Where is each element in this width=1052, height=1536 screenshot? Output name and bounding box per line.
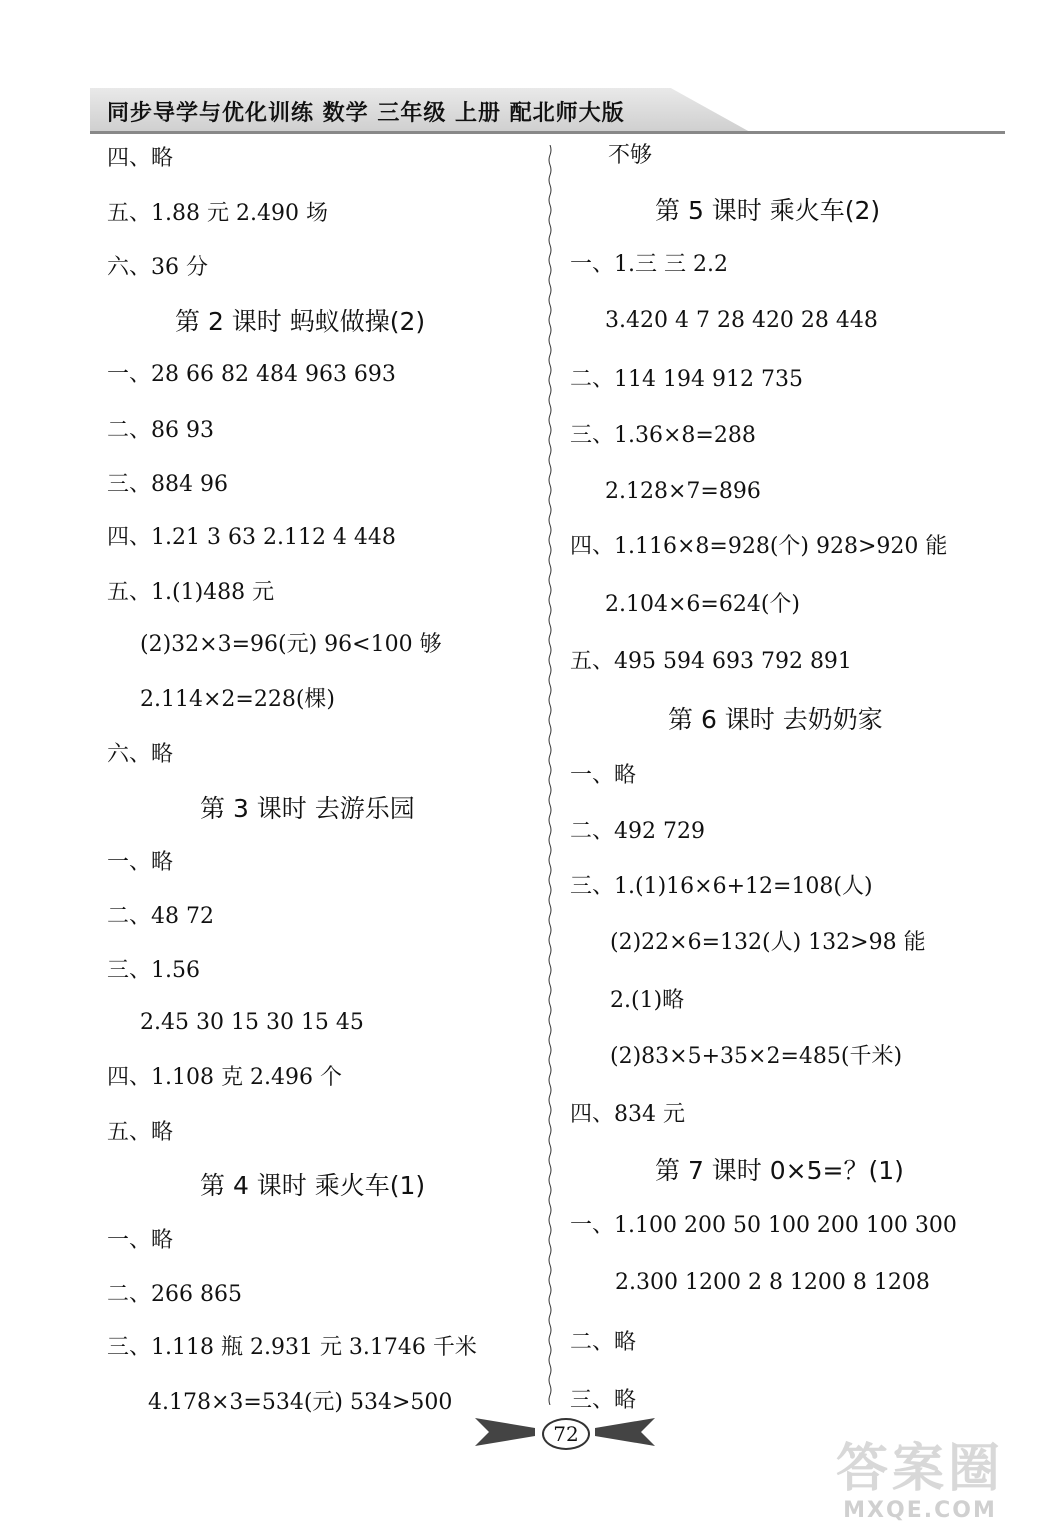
answer-line: 五、495 594 693 792 891 — [570, 649, 852, 674]
answer-line: 六、略 — [107, 742, 174, 767]
answer-line: 三、1.56 — [107, 958, 200, 983]
answer-line: 三、884 96 — [107, 472, 228, 497]
answer-line: 五、略 — [107, 1120, 174, 1145]
answer-line: 2.300 1200 2 8 1200 8 1208 — [615, 1270, 930, 1295]
watermark-logo: 答案圈 — [835, 1439, 1004, 1499]
answer-line: 三、1.36×8=288 — [570, 423, 756, 448]
section-heading: 第 3 课时 去游乐园 — [200, 794, 415, 823]
answer-line: 五、1.88 元 2.490 场 — [107, 201, 328, 226]
answer-line: 不够 — [608, 143, 653, 168]
answer-line: 二、492 729 — [570, 819, 705, 844]
section-heading: 第 7 课时 0×5=？(1) — [655, 1156, 904, 1185]
answer-line: 二、48 72 — [107, 904, 214, 929]
answer-line: 三、1.118 瓶 2.931 元 3.1746 千米 — [107, 1335, 477, 1360]
answer-line: 六、36 分 — [107, 255, 208, 280]
answer-line: 2.128×7=896 — [605, 479, 761, 504]
header-title: 同步导学与优化训练 数学 三年级 上册 配北师大版 — [107, 101, 625, 126]
answer-line: 一、1.100 200 50 100 200 100 300 — [570, 1213, 957, 1238]
section-heading: 第 2 课时 蚂蚁做操(2) — [175, 307, 426, 336]
answer-line: (2)32×3=96(元) 96<100 够 — [140, 632, 442, 657]
section-heading: 第 4 课时 乘火车(1) — [200, 1171, 426, 1200]
answer-line: 四、略 — [107, 146, 174, 171]
section-heading: 第 6 课时 去奶奶家 — [668, 705, 883, 734]
answer-line: 2.104×6=624(个) — [605, 592, 801, 617]
answer-line: 四、1.108 克 2.496 个 — [107, 1065, 342, 1090]
answer-line: 一、1.三 三 2.2 — [570, 252, 728, 277]
answer-line: 2.114×2=228(棵) — [140, 687, 336, 712]
answer-line: 二、86 93 — [107, 418, 214, 443]
answer-line: 二、114 194 912 735 — [570, 367, 803, 392]
answer-line: 四、1.116×8=928(个) 928>920 能 — [570, 534, 948, 559]
answer-line: 四、1.21 3 63 2.112 4 448 — [107, 525, 396, 550]
answer-line: 4.178×3=534(元) 534>500 — [148, 1390, 453, 1415]
watermark-url: MXQE.COM — [843, 1498, 997, 1523]
answer-line: 2.45 30 15 30 15 45 — [140, 1010, 364, 1035]
answer-line: 二、略 — [570, 1330, 637, 1355]
watermark — [800, 1440, 1040, 1532]
answer-line: 一、略 — [107, 1228, 174, 1253]
answer-line: (2)83×5+35×2=485(千米) — [610, 1044, 903, 1069]
answer-line: 一、28 66 82 484 963 693 — [107, 362, 396, 387]
answer-line: 四、834 元 — [570, 1102, 685, 1127]
header-rule — [90, 131, 1005, 134]
section-heading: 第 5 课时 乘火车(2) — [655, 196, 881, 225]
answer-line: 2.(1)略 — [610, 988, 685, 1013]
answer-line: 三、略 — [570, 1388, 637, 1413]
answer-line: 五、1.(1)488 元 — [107, 580, 275, 605]
answer-line: 二、266 865 — [107, 1282, 242, 1307]
answer-line: 一、略 — [107, 850, 174, 875]
answer-line: (2)22×6=132(人) 132>98 能 — [610, 930, 926, 955]
column-divider — [548, 145, 552, 1405]
answer-line: 一、略 — [570, 763, 637, 788]
answer-line: 3.420 4 7 28 420 28 448 — [605, 308, 878, 333]
answer-line: 三、1.(1)16×6+12=108(人) — [570, 874, 873, 899]
page-number: 72 — [542, 1418, 590, 1450]
